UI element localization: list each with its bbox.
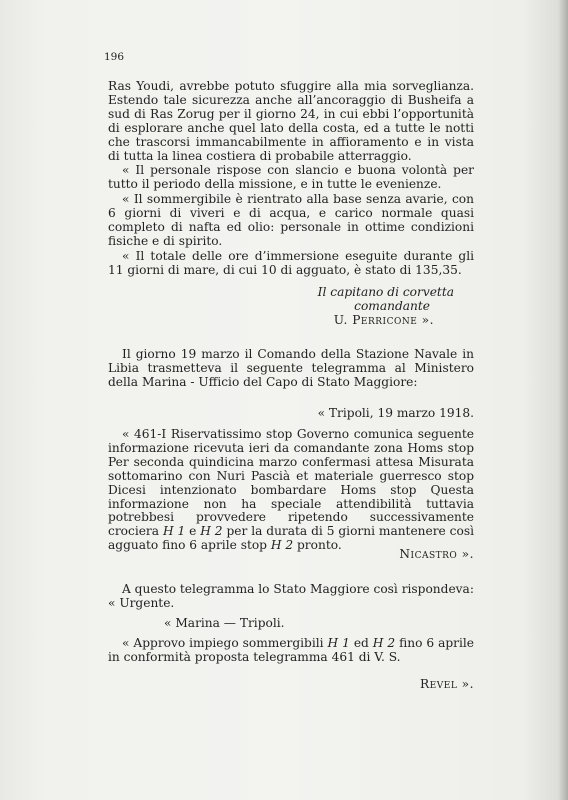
- signature-title: Il capitano di corvetta: [317, 284, 454, 299]
- telegram-text-part: « 461-I Riservatissimo stop Governo comunica seguente informazione ricevuta ieri da comandante zona Homs stop Per seconda quindicina marzo confermasi attesa Misurata sottomarino con Nuri Pascià et materiale guerresco stop Dicesi intenzionato bombardare Homs stop Questa informazione non ha speciale attendibilità tuttavia potrebbesi provvedere ripetendo successivamente crociera: [108, 427, 474, 539]
- paragraph: « Il totale delle ore d’immersione eseguite durante gli 11 giorni di mare, di cui 10 di agguato, è stato di 135,35.: [108, 248, 474, 277]
- telegram-text-part: e: [185, 524, 201, 539]
- signature-name: Nicastro ».: [399, 547, 474, 561]
- reply-text-part: fino 6 aprile in conformità proposta telegramma 461 di V. S.: [108, 635, 474, 664]
- submarine-code: H 2: [372, 635, 396, 650]
- report-ending: [108, 80, 474, 327]
- submarine-code: H 1: [327, 635, 350, 650]
- signature-name: Revel ».: [420, 677, 474, 691]
- signature-role: comandante: [354, 298, 430, 313]
- paragraph: [108, 428, 474, 553]
- paragraph: « Urgente.: [108, 595, 175, 610]
- reply-section: [108, 583, 474, 665]
- paragraph: « Marina — Tripoli.: [164, 615, 285, 630]
- reply-text-part: « Approvo impiego sommergibili: [122, 635, 328, 650]
- submarine-code: H 2: [270, 538, 294, 553]
- telegram-text-part: per la durata di 5 giorni mantenere così agguato fino 6 aprile stop: [108, 524, 474, 553]
- paragraph: [108, 637, 474, 665]
- telegram-text-part: pronto.: [293, 538, 342, 553]
- paragraph: A questo telegramma lo Stato Maggiore così rispondeva:: [122, 582, 474, 596]
- signature-name: U. Perricone ».: [333, 312, 434, 327]
- paragraph: Il giorno 19 marzo il Comando della Stazione Navale in Libia trasmetteva il seguente telegramma al Ministero della Marina - Ufficio del Capo di Stato Maggiore:: [108, 347, 474, 389]
- submarine-code: H 1: [162, 524, 186, 539]
- paragraph: « Il sommergibile è rientrato alla base senza avarie, con 6 giorni di viveri e di acqua, e carico normale quasi completo di nafta ed olio: personale in ottime condizioni fisiche e di spirito.: [108, 192, 474, 248]
- paragraph: « Il personale rispose con slancio e buona volontà per tutto il periodo della missione, e in tutte le evenienze.: [108, 163, 474, 192]
- submarine-code: H 2: [200, 524, 223, 539]
- narrative-paragraph: [108, 348, 474, 390]
- paragraph: Ras Youdi, avrebbe potuto sfuggire alla mia sorveglianza. Estendo tale sicurezza anche all’ancoraggio di Busheifa a sud di Ras Zorug per il giorno 24, in cui ebbi l’opportunità di esplorare anche quel lato della costa, ed a tutte le notti che trascorsi immancabilmente in affioramento e in vista di tutta la linea costiera di probabile atterraggio.: [108, 79, 474, 163]
- telegram-text: [108, 428, 474, 553]
- reply-text-part: ed: [349, 635, 373, 650]
- page-number: 196: [104, 51, 125, 63]
- telegram-date: « Tripoli, 19 marzo 1918.: [317, 406, 474, 420]
